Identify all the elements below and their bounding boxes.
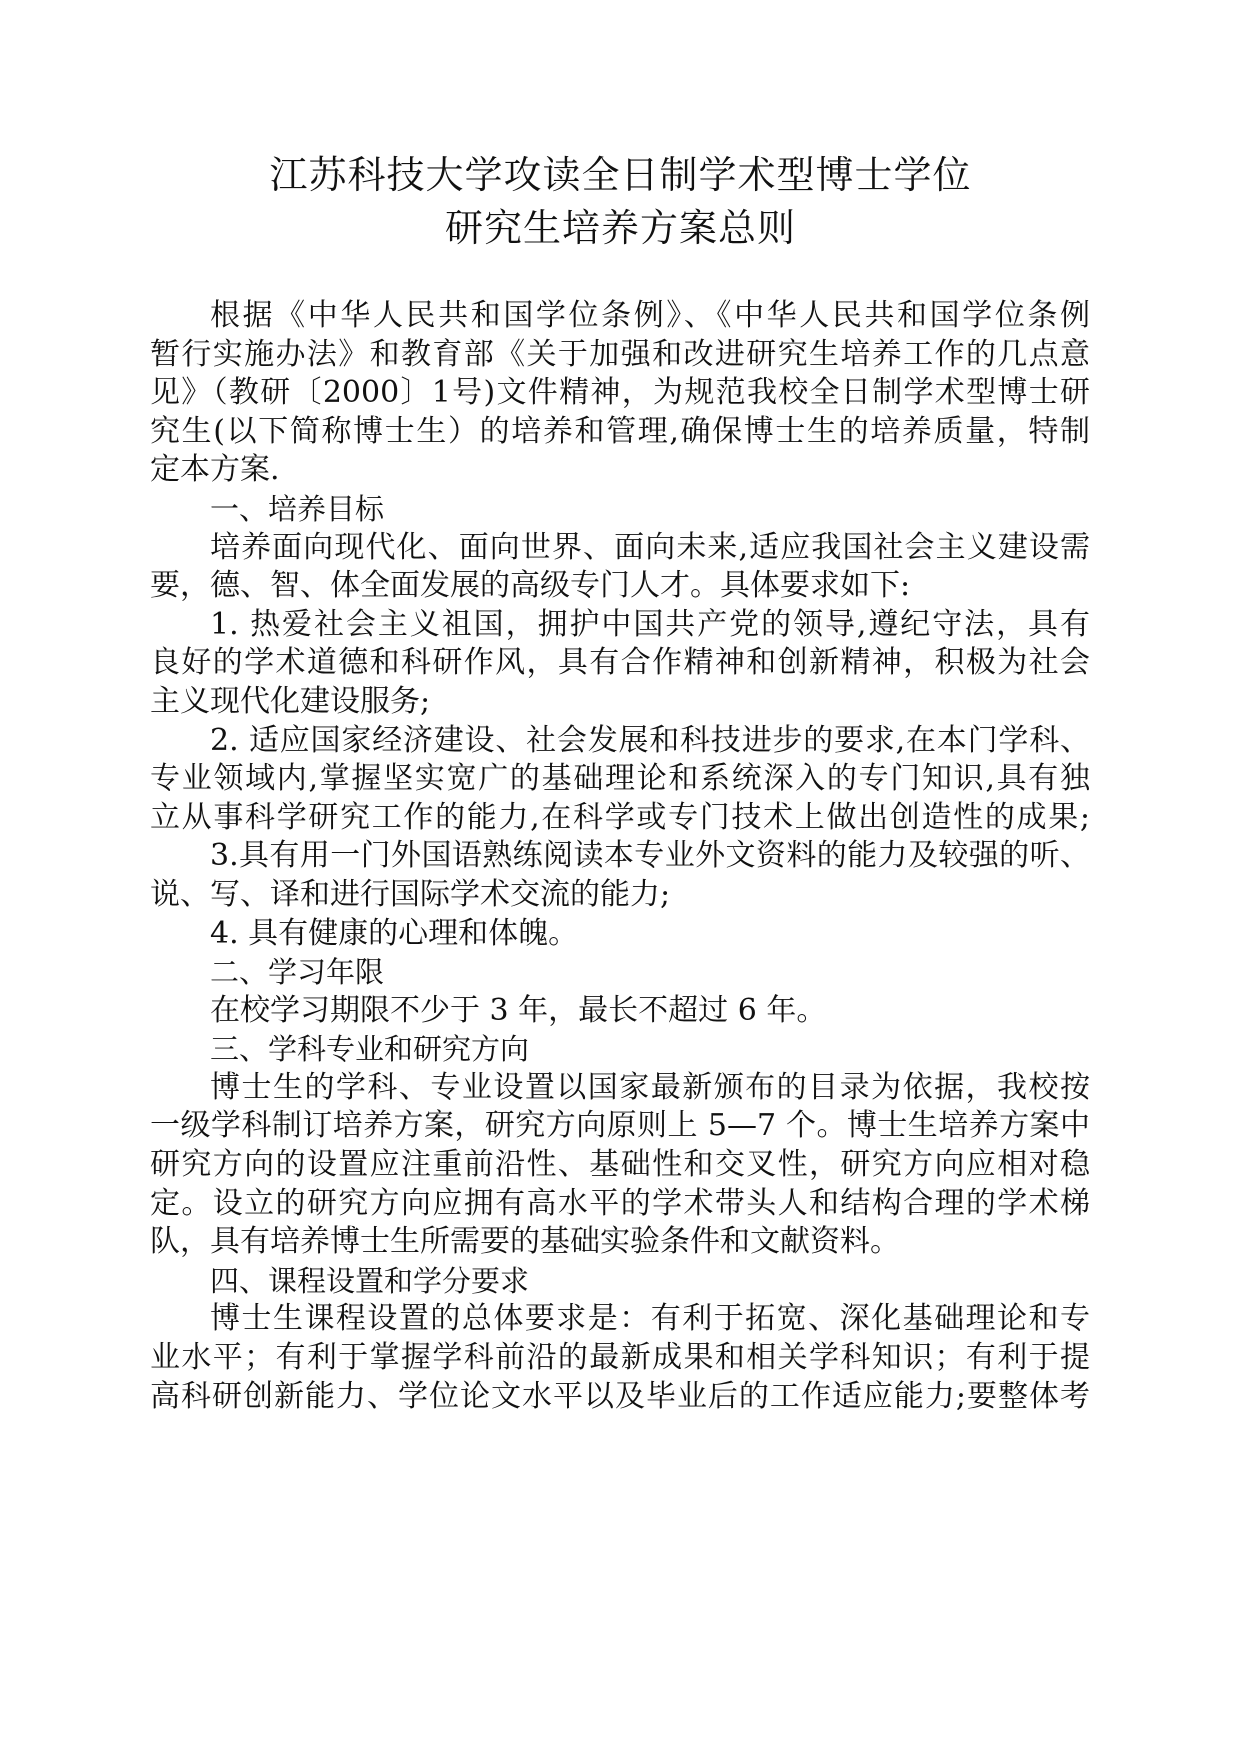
body-line: 暂行实施办法》和教育部《关于加强和改进研究生培养工作的几点意: [150, 336, 1090, 372]
body-line: 定。设立的研究方向应拥有高水平的学术带头人和结构合理的学术梯: [150, 1185, 1090, 1221]
body-line: 见》（教研〔2000〕1号)文件精神，为规范我校全日制学术型博士研: [150, 375, 1090, 411]
body-line: 2. 适应国家经济建设、社会发展和科技进步的要求,在本门学科、: [210, 722, 1090, 758]
body-line: 研究方向的设置应注重前沿性、基础性和交叉性，研究方向应相对稳: [150, 1147, 1090, 1183]
section-heading: 四、课程设置和学分要求: [210, 1263, 530, 1298]
body-line: 良好的学术道德和科研作风，具有合作精神和创新精神，积极为社会: [150, 645, 1090, 681]
body-line: 业水平；有利于掌握学科前沿的最新成果和相关学科知识；有利于提: [150, 1340, 1090, 1376]
body-line: 博士生课程设置的总体要求是：有利于拓宽、深化基础理论和专: [210, 1301, 1090, 1337]
document-title-line-1: 江苏科技大学攻读全日制学术型博士学位: [269, 153, 972, 197]
body-line: 定本方案.: [150, 452, 280, 488]
document-body: [150, 297, 1090, 1416]
body-line: 培养面向现代化、面向世界、面向未来,适应我国社会主义建设需: [210, 529, 1090, 565]
body-line: 一级学科制订培养方案，研究方向原则上 5—7 个。博士生培养方案中: [150, 1108, 1090, 1144]
section-heading: 三、学科专业和研究方向: [210, 1032, 530, 1067]
body-line: 1. 热爱社会主义祖国，拥护中国共产党的领导,遵纪守法，具有: [210, 606, 1090, 642]
section-heading: 一、培养目标: [210, 491, 385, 526]
body-line: 在校学习期限不少于 3 年，最长不超过 6 年。: [210, 992, 827, 1028]
body-line: 队，具有培养博士生所需要的基础实验条件和文献资料。: [150, 1224, 900, 1260]
body-line: 高科研创新能力、学位论文水平以及毕业后的工作适应能力;要整体考: [150, 1378, 1090, 1414]
body-line: 根据《中华人民共和国学位条例》、《中华人民共和国学位条例: [210, 298, 1090, 333]
body-line: 要，德、智、体全面发展的高级专门人才。具体要求如下:: [150, 568, 911, 604]
body-line: 博士生的学科、专业设置以国家最新颁布的目录为依据，我校按: [210, 1069, 1090, 1105]
body-line: 3.具有用一门外国语熟练阅读本专业外文资料的能力及较强的听、: [210, 838, 1090, 874]
body-line: 说、写、译和进行国际学术交流的能力;: [150, 876, 671, 912]
body-line: 专业领域内,掌握坚实宽广的基础理论和系统深入的专门知识,具有独: [150, 761, 1090, 797]
document-title-line-2: 研究生培养方案总则: [444, 206, 796, 250]
body-line: 立从事科学研究工作的能力,在科学或专门技术上做出创造性的成果;: [150, 799, 1090, 835]
section-heading: 二、学习年限: [210, 955, 385, 990]
body-line: 4. 具有健康的心理和体魄。: [210, 915, 579, 951]
body-line: 主义现代化建设服务;: [150, 683, 431, 719]
body-line: 究生(以下简称博士生）的培养和管理,确保博士生的培养质量，特制: [150, 413, 1090, 449]
